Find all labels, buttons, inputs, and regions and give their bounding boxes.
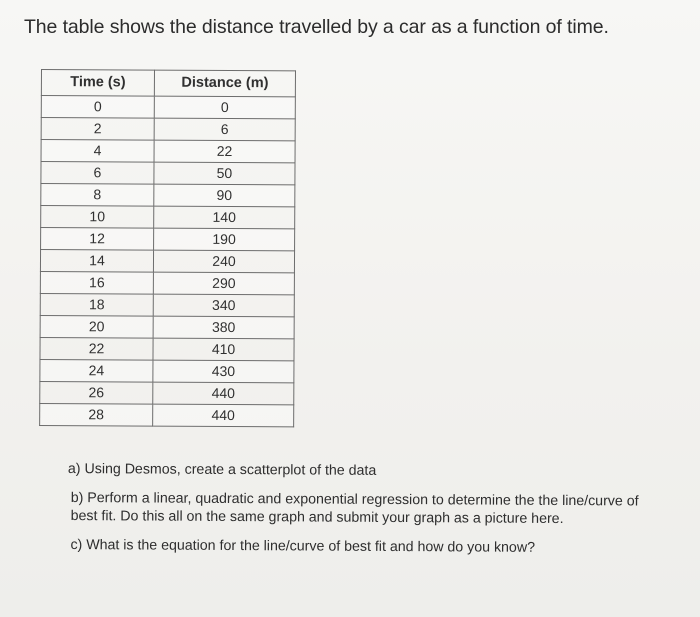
time-distance-table <box>39 69 296 427</box>
time-cell: 8 <box>41 184 154 207</box>
table-body <box>40 96 296 427</box>
table-row <box>41 184 295 207</box>
time-cell: 0 <box>41 96 154 119</box>
table-row <box>40 337 294 360</box>
table-row <box>41 162 295 185</box>
distance-cell: 440 <box>153 382 294 405</box>
distance-cell: 190 <box>154 228 295 251</box>
table-header-row <box>41 70 295 97</box>
question-a: a) Using Desmos, create a scatterplot of the data <box>67 460 377 479</box>
table-row <box>41 140 295 163</box>
header-time: Time (s) <box>41 70 154 97</box>
distance-cell: 6 <box>154 118 295 141</box>
time-cell: 18 <box>40 293 153 316</box>
distance-cell: 90 <box>154 184 295 207</box>
distance-cell: 410 <box>153 338 294 361</box>
distance-cell: 50 <box>154 162 295 185</box>
time-cell: 26 <box>40 381 153 404</box>
table-row <box>40 271 294 294</box>
question-c: c) What is the equation for the line/curve of best fit and how do you know? <box>70 537 536 556</box>
distance-cell: 340 <box>153 294 294 317</box>
table-row <box>41 206 295 229</box>
time-cell: 22 <box>40 337 153 360</box>
distance-cell: 380 <box>153 316 294 339</box>
time-cell: 10 <box>41 206 154 229</box>
time-cell: 12 <box>41 228 154 251</box>
time-cell: 16 <box>40 271 153 294</box>
table-row <box>40 293 294 316</box>
table-row <box>41 228 295 251</box>
distance-cell: 430 <box>153 360 294 383</box>
table-row <box>40 381 294 404</box>
table-row <box>40 315 294 338</box>
distance-cell: 440 <box>153 404 294 427</box>
distance-cell: 22 <box>154 140 295 163</box>
distance-cell: 0 <box>154 96 295 119</box>
table-row <box>40 359 294 382</box>
header-distance: Distance (m) <box>154 70 295 97</box>
table-row <box>41 118 295 141</box>
distance-cell: 240 <box>153 250 294 273</box>
time-cell: 28 <box>40 403 153 426</box>
table-row <box>40 403 294 426</box>
problem-title: The table shows the distance travelled by a car as a function of time. <box>24 16 609 38</box>
distance-cell: 290 <box>153 272 294 295</box>
question-b: b) Perform a linear, quadratic and exponential regression to determine the the line/curve of best fit. Do this all on the same graph and submit your graph as a picture here. <box>70 490 639 528</box>
time-cell: 20 <box>40 315 153 338</box>
table-row <box>40 250 294 273</box>
time-cell: 2 <box>41 118 154 141</box>
time-cell: 14 <box>40 250 153 273</box>
distance-cell: 140 <box>154 206 295 229</box>
time-cell: 4 <box>41 140 154 163</box>
table-row <box>41 96 295 119</box>
time-cell: 24 <box>40 359 153 382</box>
question-list <box>67 460 668 566</box>
time-cell: 6 <box>41 162 154 185</box>
